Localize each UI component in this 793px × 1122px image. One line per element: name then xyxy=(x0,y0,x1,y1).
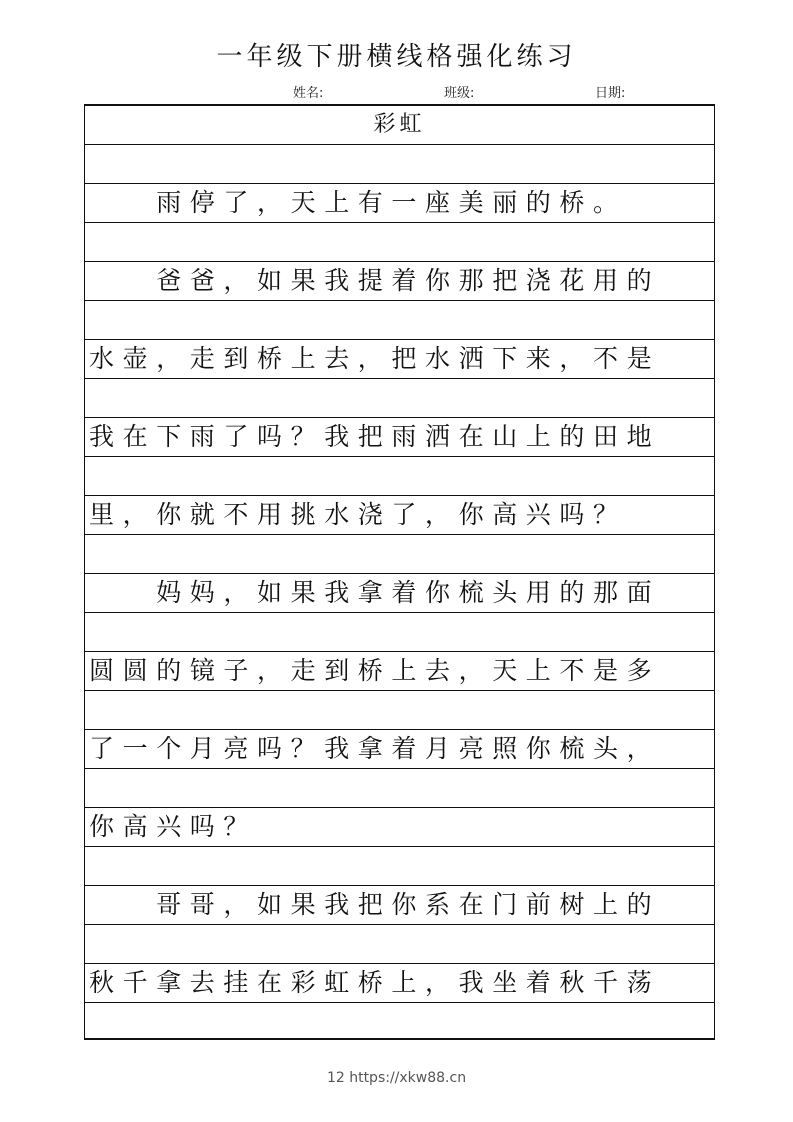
writing-line-row xyxy=(85,574,714,613)
line-text: 你高兴吗？ xyxy=(89,812,258,841)
writing-line-row xyxy=(85,340,714,379)
writing-line-row xyxy=(85,691,714,730)
writing-line-row xyxy=(85,379,714,418)
name-label: 姓名: xyxy=(293,86,324,101)
line-text: 秋千拿去挂在彩虹桥上，我坐着秋千荡 xyxy=(89,968,661,997)
line-text: 雨停了，天上有一座美丽的桥。 xyxy=(89,188,627,217)
page-title: 一年级下册横线格强化练习 xyxy=(216,42,577,72)
writing-line-row xyxy=(85,535,714,574)
line-text: 哥哥，如果我把你系在门前树上的 xyxy=(89,890,661,919)
writing-line-row xyxy=(85,301,714,340)
writing-line-row xyxy=(85,730,714,769)
writing-line-row xyxy=(85,847,714,886)
writing-line-row xyxy=(85,418,714,457)
writing-line-row xyxy=(85,613,714,652)
writing-line-row xyxy=(85,1003,714,1042)
lined-writing-sheet xyxy=(84,104,715,1040)
writing-line-row xyxy=(85,925,714,964)
writing-line-row xyxy=(85,652,714,691)
footer-watermark xyxy=(0,1070,793,1086)
writing-line-row xyxy=(85,184,714,223)
class-label: 班级: xyxy=(444,86,475,101)
line-text: 里，你就不用挑水浇了，你高兴吗？ xyxy=(89,500,627,529)
line-text: 了一个月亮吗？我拿着月亮照你梳头， xyxy=(89,734,661,763)
writing-line-row xyxy=(85,223,714,262)
writing-line-row xyxy=(85,145,714,184)
date-label: 日期: xyxy=(595,86,626,101)
writing-line-row xyxy=(85,457,714,496)
line-text: 妈妈，如果我拿着你梳头用的那面 xyxy=(89,578,661,607)
line-text: 水壶，走到桥上去，把水洒下来，不是 xyxy=(89,344,661,373)
writing-line-row xyxy=(85,808,714,847)
writing-line-row xyxy=(85,964,714,1003)
line-text: 我在下雨了吗？我把雨洒在山上的田地 xyxy=(89,422,661,451)
passage-title: 彩虹 xyxy=(373,112,426,137)
writing-line-row xyxy=(85,886,714,925)
writing-line-row xyxy=(85,769,714,808)
footer-text: 12 https://xkw88.cn xyxy=(326,1070,467,1086)
line-text: 爸爸，如果我提着你那把浇花用的 xyxy=(89,266,661,295)
writing-line-row xyxy=(85,106,714,145)
line-text: 圆圆的镜子，走到桥上去，天上不是多 xyxy=(89,656,661,685)
writing-line-row xyxy=(85,496,714,535)
writing-line-row xyxy=(85,262,714,301)
